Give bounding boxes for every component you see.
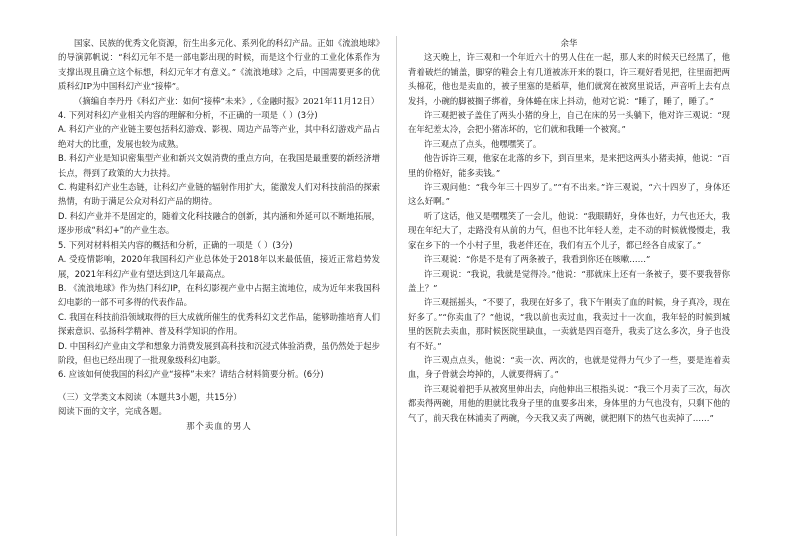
story-paragraph-1: 这天晚上，许三观和一个年近六十的男人住在一起，那人来的时候天已经黑了，他背着破烂的铺盖，脚穿的鞋会上有几道被冻开来的裂口，许三观好看见把，往里面把两头棉花，他也是卖血的，被子里塞的是稻草，他们就窝在被窝里说话，声音听上去有点发抖，小碗的脚被搁子绑着，身体蜷在床上抖动，他对它说：“睡了，睡了，睡了。” <box>408 52 730 106</box>
story-paragraph-2: 许三观把被子盖住了两头小猪的身上，自己在床的另一头躺下，他对许三观说：“现在年纪差太冷，会把小猪冻坏的，它们就和我睡一个被窝。” <box>408 110 730 135</box>
story-paragraph-9: 许三观说：“我说，我就是觉得冷。”他说：“那就床上还有一条被子，要不要我替你盖上？” <box>408 268 730 293</box>
question-6: 6. 应该如何使我国的科幻产业“接棒”未来？请结合材料简要分析。(6分) <box>58 369 324 380</box>
question-4-option-d: D. 科幻产业并不是固定的，随着文化科技融合的创新，其内涵和外延可以不断地拓展，逐步形成“科幻+”的产业生态。 <box>58 210 380 236</box>
question-5-stem: 5. 下列对材料相关内容的概括和分析，正确的一项是（ ）(3分) <box>58 239 293 250</box>
question-5-option-c: C. 我国在科技前沿领域取得的巨大成就所催生的优秀科幻文艺作品，能够助推培育人们探索意识、弘扬科学精神、普及科学知识的作用。 <box>58 311 380 337</box>
question-4-stem: 4. 下列对科幻产业相关内容的理解和分析，不正确的一项是（ ）(3分) <box>58 110 318 121</box>
question-5-option-b: B. 《流浪地球》作为热门科幻IP，在科幻影视产业中占据主流地位，成为近年来我国科幻电影的一部不可多得的代表作品。 <box>58 282 380 308</box>
story-paragraph-3: 许三观点了点头，他嘿嘿笑了。 <box>424 138 542 149</box>
story-paragraph-7: 听了这话，他又是嘿嘿笑了一会儿，他说：“我眼睛好，身体也好，力气也还大，我现在年纪大了，走路没有从前的力气，但也不比年轻人差，走不动的时候就慢慢走，我家在乡下的一个小村子里，我老伴还在，我们有五个儿子，都已经各自成家了。” <box>408 210 730 250</box>
question-4-option-c: C. 构建科幻产业生态链，让科幻产业链的辐射作用扩大，能激发人们对科技前沿的探索热情，有助于满足公众对科幻产品的期待。 <box>58 182 380 207</box>
left-column <box>58 36 380 433</box>
reading-instruction: 阅读下面的文字，完成各题。 <box>58 406 167 417</box>
source-citation: （摘编自李丹丹《科幻产业：如何“接棒”未来》,《金融时报》2021年11月12日） <box>74 95 380 106</box>
story-paragraph-12: 许三观说着把手从被窝里伸出去，向他伸出三根指头说：“我三个月卖了三次，每次都卖得两碗，用他的胆就比我身子里的血要多出来，身体里的力气也没有，只剩下他的气了，前天我在林浦卖了两碗，今天我又卖了两碗，就把刚下的热气也卖掉了……” <box>408 383 730 423</box>
question-4-option-a: A. 科幻产业的产业链主要包括科幻游戏、影视、周边产品等产业，其中科幻游戏产品占绝对大的比重，发展也较为成熟。 <box>58 124 380 149</box>
question-5-option-a: A. 受疫情影响，2020年我国科幻产业总体处于2018年以来最低值，接近正常趋势发展，2021年科幻产业有望达到这几年最高点。 <box>58 254 380 279</box>
story-title: 那个卖血的男人 <box>186 420 252 431</box>
story-paragraph-10: 许三观摇摇头，“不要了，我现在好多了，我下午刚卖了血的时候，身子真冷，现在好多了。”“你卖血了？”他说，“我以前也卖过血，我卖过十一次血，我年轻的时候到城里的医院去卖血，那时候医院里缺血，一卖就是四百毫升，我卖了这么多次，身子也没有不好。” <box>408 297 730 351</box>
story-paragraph-5: 许三观问他：“我今年三十四岁了。”“有不出来。”许三观说，“六十四岁了，身体还这么好啊。” <box>408 182 730 207</box>
column-divider <box>396 36 397 536</box>
story-paragraph-4: 他告诉许三观，他家在北落的乡下，到百里来，是来把这两头小猪卖掉，他说：“百里的价格好，能多卖钱。” <box>408 153 730 178</box>
story-author: 余华 <box>560 38 578 48</box>
passage-continuation: 国家、民族的优秀文化资源，衍生出多元化、系列化的科幻产品。正如《流浪地球》的导演郭帆说：“科幻元年不是一部电影出现的时候，而是这个行业的工业化体系作为支撑出现且确立这个标想，科幻元年才有意义。”《流浪地球》之后，中国需要更多的优质科幻IP为中国科幻产业“接棒”。 <box>58 38 380 92</box>
section-heading: （三）文学类文本阅读（本题共3小题，共15分） <box>58 391 242 402</box>
question-4-option-b: B. 科幻产业是知识密集型产业和新兴文娱消费的重点方向，在我国是最重要的新经济增长点，得到了政策的大力扶持。 <box>58 153 380 178</box>
story-paragraph-11: 许三观点点头，他说：“卖一次、两次的，也就是觉得力气少了一些，要是连着卖血，身子骨就会垮掉的，人就要得病了。” <box>408 354 730 380</box>
story-paragraph-8: 许三观说：“你是不是有了两条被子，我看到你还在咳嗽……” <box>424 254 651 265</box>
right-column <box>408 36 730 425</box>
question-5-option-d: D. 中国科幻产业由文学和想象力消费发展到高科技和沉浸式体验消费，虽仍然处于起步阶段，但也已经出现了一批现象级科幻电影。 <box>58 340 380 365</box>
